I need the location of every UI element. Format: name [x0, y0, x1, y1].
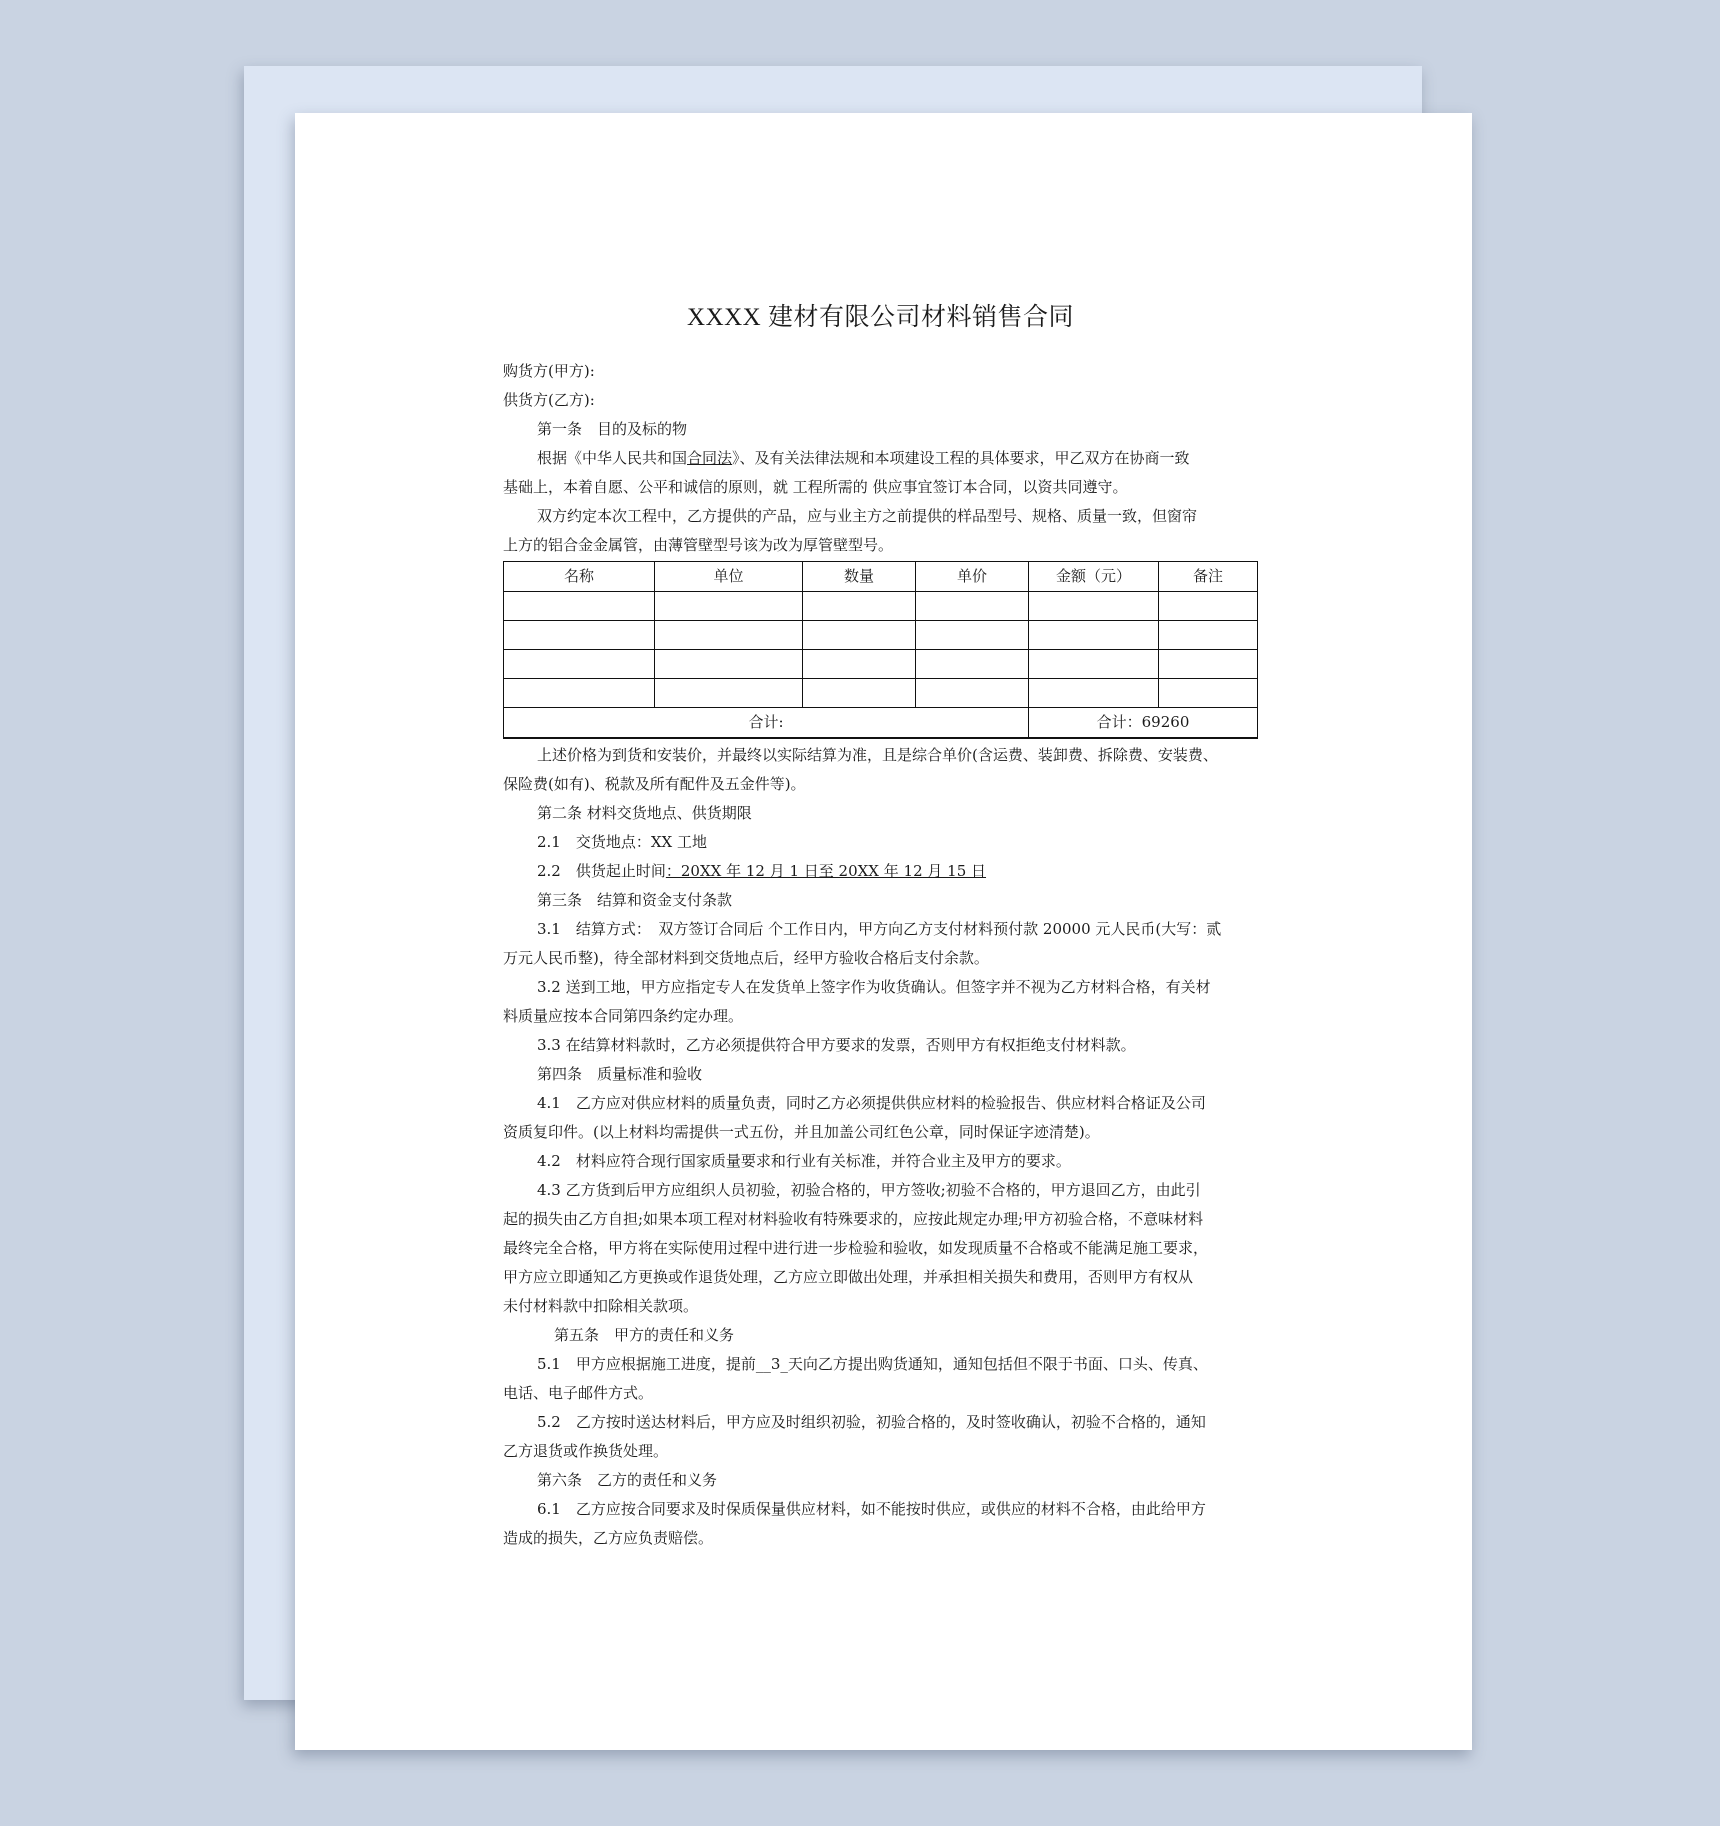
- table-cell[interactable]: [504, 592, 655, 621]
- article-6-item-1-line-1: 6.1 乙方应按合同要求及时保质保量供应材料，如不能按时供应，或供应的材料不合格，由此给甲方: [537, 1500, 1206, 1518]
- column-header-amount: 金额（元）: [1029, 562, 1159, 592]
- article-1-paragraph-2-line-2: 上方的铝合金金属管，由薄管壁型号该为改为厚管壁型号。: [503, 536, 894, 554]
- article-5-item-1-line-1: 5.1 甲方应根据施工进度，提前__3_天向乙方提出购货通知，通知包括但不限于书面、口头、传真、: [537, 1355, 1208, 1373]
- table-cell[interactable]: [655, 650, 803, 679]
- text-span: 根据《中华人民共和国: [537, 449, 688, 467]
- materials-table: [503, 561, 1258, 739]
- article-6-item-1-line-2: 造成的损失，乙方应负责赔偿。: [503, 1529, 714, 1547]
- text-span: 2.2 供货起止时间: [537, 862, 666, 880]
- table-cell[interactable]: [916, 592, 1029, 621]
- article-4-item-1-line-1: 4.1 乙方应对供应材料的质量负责，同时乙方必须提供供应材料的检验报告、供应材料合格证及公司: [537, 1094, 1206, 1112]
- table-cell[interactable]: [504, 621, 655, 650]
- article-5-heading: 第五条 甲方的责任和义务: [554, 1326, 735, 1344]
- column-header-quantity: 数量: [803, 562, 916, 592]
- article-1-paragraph-1-line-1: [503, 444, 1258, 473]
- article-3-item-2-line-1: 3.2 送到工地，甲方应指定专人在发货单上签字作为收货确认。但签字并不视为乙方材料合格，有关材: [537, 978, 1211, 996]
- table-cell[interactable]: [803, 621, 916, 650]
- column-header-unit: 单位: [655, 562, 803, 592]
- document-title: XXXX 建材有限公司材料销售合同: [687, 304, 1074, 331]
- table-header-row: [504, 562, 1258, 592]
- table-cell[interactable]: [1029, 679, 1159, 708]
- article-4-item-3-line-3: 最终完全合格，甲方将在实际使用过程中进行进一步检验和验收，如发现质量不合格或不能满足施工要求，: [503, 1239, 1209, 1257]
- front-page-sheet: [295, 113, 1472, 1750]
- table-cell[interactable]: [1029, 650, 1159, 679]
- table-cell[interactable]: [916, 679, 1029, 708]
- article-4-heading: 第四条 质量标准和验收: [537, 1065, 703, 1083]
- table-cell[interactable]: [803, 650, 916, 679]
- article-3-item-3: 3.3 在结算材料款时，乙方必须提供符合甲方要求的发票，否则甲方有权拒绝支付材料款。: [537, 1036, 1136, 1054]
- text-span: 》、及有关法律法规和本项建设工程的具体要求，甲乙双方在协商一致: [732, 449, 1190, 467]
- column-header-unit-price: 单价: [916, 562, 1029, 592]
- buyer-party-label: 购货方(甲方):: [503, 362, 595, 380]
- table-cell[interactable]: [655, 679, 803, 708]
- total-label-cell: 合计:: [504, 708, 1029, 739]
- table-row: [504, 592, 1258, 621]
- table-cell[interactable]: [504, 679, 655, 708]
- supply-period-field: ：20XX 年 12 月 1 日至 20XX 年 12 月 15 日: [665, 862, 987, 880]
- table-row: [504, 621, 1258, 650]
- article-3-item-1-line-2: 万元人民币整)，待全部材料到交货地点后，经甲方验收合格后支付余款。: [503, 949, 989, 967]
- table-cell[interactable]: [1159, 650, 1258, 679]
- article-4-item-3-line-1: 4.3 乙方货到后甲方应组织人员初验，初验合格的，甲方签收;初验不合格的，甲方退回乙方，由此引: [537, 1181, 1201, 1199]
- total-value-cell: 合计：69260: [1029, 708, 1258, 739]
- table-total-row: [504, 708, 1258, 739]
- article-1-paragraph-1-line-2: 基础上，本着自愿、公平和诚信的原则，就 工程所需的 供应事宜签订本合同，以资共同遵守。: [503, 478, 1128, 496]
- article-1-paragraph-2-line-1: 双方约定本次工程中，乙方提供的产品，应与业主方之前提供的样品型号、规格、质量一致，但窗帘: [537, 507, 1198, 525]
- table-cell[interactable]: [1159, 592, 1258, 621]
- article-2-item-1: 2.1 交货地点：XX 工地: [537, 833, 707, 851]
- table-cell[interactable]: [916, 621, 1029, 650]
- table-cell[interactable]: [803, 679, 916, 708]
- table-cell[interactable]: [1159, 621, 1258, 650]
- article-1-heading: 第一条 目的及标的物: [537, 420, 688, 438]
- table-cell[interactable]: [504, 650, 655, 679]
- seller-party-label: 供货方(乙方):: [503, 391, 595, 409]
- article-5-item-2-line-2: 乙方退货或作换货处理。: [503, 1442, 669, 1460]
- article-4-item-3-line-2: 起的损失由乙方自担;如果本项工程对材料验收有特殊要求的，应按此规定办理;甲方初验合格，不意味材料: [503, 1210, 1204, 1228]
- table-row: [504, 679, 1258, 708]
- article-4-item-2: 4.2 材料应符合现行国家质量要求和行业有关标准，并符合业主及甲方的要求。: [537, 1152, 1071, 1170]
- column-header-name: 名称: [504, 562, 655, 592]
- article-3-item-1-line-1: 3.1 结算方式： 双方签订合同后 个工作日内，甲方向乙方支付材料预付款 20000 元人民币(大写：贰: [537, 920, 1222, 938]
- contract-law-link: 合同法: [687, 449, 733, 467]
- article-3-item-2-line-2: 料质量应按本合同第四条约定办理。: [503, 1007, 744, 1025]
- article-3-heading: 第三条 结算和资金支付条款: [537, 891, 733, 909]
- table-cell[interactable]: [1159, 679, 1258, 708]
- table-cell[interactable]: [1029, 621, 1159, 650]
- article-6-heading: 第六条 乙方的责任和义务: [537, 1471, 718, 1489]
- table-cell[interactable]: [1029, 592, 1159, 621]
- table-row: [504, 650, 1258, 679]
- article-2-item-2: [503, 857, 1258, 886]
- price-note-line-2: 保险费(如有)、税款及所有配件及五金件等)。: [503, 775, 806, 793]
- article-4-item-1-line-2: 资质复印件。(以上材料均需提供一式五份，并且加盖公司红色公章，同时保证字迹清楚)。: [503, 1123, 1100, 1141]
- table-cell[interactable]: [655, 621, 803, 650]
- article-4-item-3-line-5: 未付材料款中扣除相关款项。: [503, 1297, 699, 1315]
- table-cell[interactable]: [655, 592, 803, 621]
- article-2-heading: 第二条 材料交货地点、供货期限: [537, 804, 752, 822]
- article-4-item-3-line-4: 甲方应立即通知乙方更换或作退货处理，乙方应立即做出处理，并承担相关损失和费用，否则甲方有权从: [503, 1268, 1194, 1286]
- table-cell[interactable]: [916, 650, 1029, 679]
- document-body: [503, 357, 1258, 1553]
- price-note-line-1: 上述价格为到货和安装价，并最终以实际结算为准，且是综合单价(含运费、装卸费、拆除费、安装费、: [537, 746, 1218, 764]
- column-header-remarks: 备注: [1159, 562, 1258, 592]
- article-5-item-1-line-2: 电话、电子邮件方式。: [503, 1384, 654, 1402]
- article-5-item-2-line-1: 5.2 乙方按时送达材料后，甲方应及时组织初验，初验合格的，及时签收确认，初验不合格的，通知: [537, 1413, 1206, 1431]
- table-cell[interactable]: [803, 592, 916, 621]
